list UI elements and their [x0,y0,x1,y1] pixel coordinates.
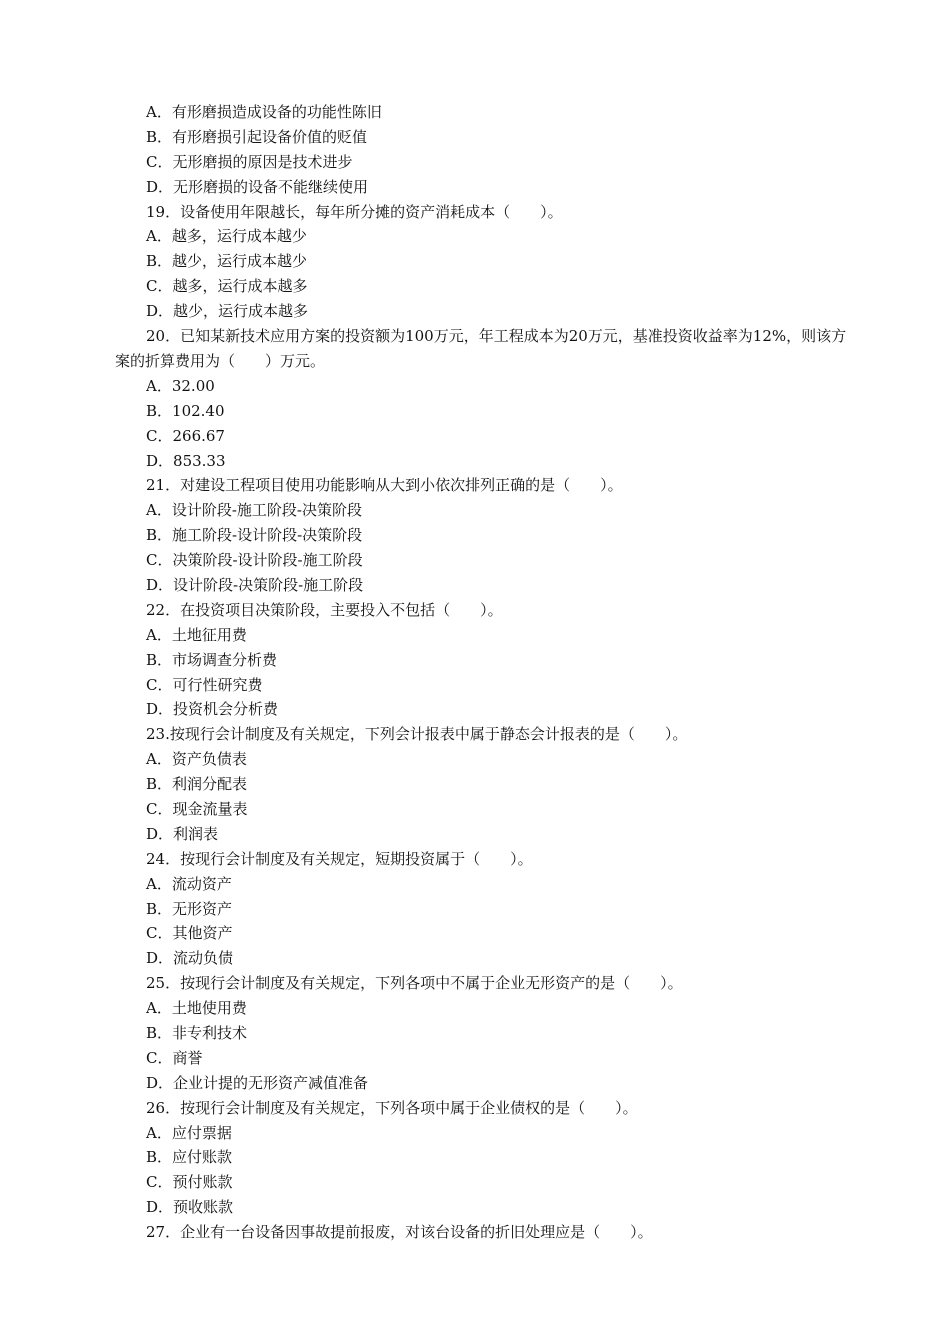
answer-option: A．资产负债表 [146,750,247,769]
answer-option: C．商誉 [146,1048,203,1067]
document-page [0,100,950,1245]
question-text: 25．按现行会计制度及有关规定，下列各项中不属于企业无形资产的是（ ）。 [146,974,683,993]
question-text: 19．设备使用年限越长，每年所分摊的资产消耗成本（ ）。 [146,202,563,221]
answer-option: B．102.40 [146,401,225,420]
answer-option: B．非专利技术 [146,1023,248,1042]
answer-option: C．预付账款 [146,1173,233,1192]
answer-option: A．流动资产 [146,874,232,893]
answer-option: B．无形资产 [146,899,233,918]
answer-option: C．决策阶段-设计阶段-施工阶段 [146,551,363,570]
question-text: 27．企业有一台设备因事故提前报废，对该台设备的折旧处理应是（ ）。 [146,1223,653,1242]
answer-option: A．32.00 [146,376,215,395]
question-text: 23.按现行会计制度及有关规定，下列会计报表中属于静态会计报表的是（ ）。 [146,725,688,744]
answer-option: D．企业计提的无形资产减值准备 [146,1073,369,1092]
answer-option: B．有形磨损引起设备价值的贬值 [146,127,368,146]
answer-option: D．853.33 [146,451,226,470]
answer-option: C．其他资产 [146,924,233,943]
answer-option: A．设计阶段-施工阶段-决策阶段 [146,501,362,520]
answer-option: D．设计阶段-决策阶段-施工阶段 [146,575,364,594]
answer-option: D．流动负债 [146,949,234,968]
answer-option: A．有形磨损造成设备的功能性陈旧 [146,103,382,121]
answer-option: B．利润分配表 [146,775,248,794]
question-text: 24．按现行会计制度及有关规定，短期投资属于（ ）。 [146,849,533,868]
answer-option: A．越多，运行成本越少 [146,227,307,246]
answer-option: A．应付票据 [146,1123,232,1142]
answer-option: A．土地征用费 [146,625,247,644]
question-text: 21．对建设工程项目使用功能影响从大到小依次排列正确的是（ ）。 [146,476,623,495]
answer-option: D．无形磨损的设备不能继续使用 [146,177,369,196]
answer-option: C．越多，运行成本越多 [146,277,308,296]
answer-option: D．投资机会分析费 [146,700,279,719]
answer-option: B．应付账款 [146,1148,233,1167]
answer-option: D．利润表 [146,824,219,843]
answer-option: B．施工阶段-设计阶段-决策阶段 [146,526,363,545]
answer-option: C．现金流量表 [146,799,248,818]
answer-option: B．越少，运行成本越少 [146,252,308,271]
answer-option: D．预收账款 [146,1198,234,1217]
answer-option: B．市场调查分析费 [146,650,278,669]
answer-option: C．266.67 [146,426,225,445]
question-text: 20．已知某新技术应用方案的投资额为100万元，年工程成本为20万元，基准投资收益率为12%，则该方案的折算费用为（ ）万元。 [115,327,847,370]
answer-option: C．无形磨损的原因是技术进步 [146,152,353,171]
answer-option: D．越少，运行成本越多 [146,302,309,321]
answer-option: A．土地使用费 [146,999,247,1018]
question-text: 22．在投资项目决策阶段，主要投入不包括（ ）。 [146,600,503,619]
question-text: 26．按现行会计制度及有关规定，下列各项中属于企业债权的是（ ）。 [146,1098,638,1117]
answer-option: C．可行性研究费 [146,675,263,694]
